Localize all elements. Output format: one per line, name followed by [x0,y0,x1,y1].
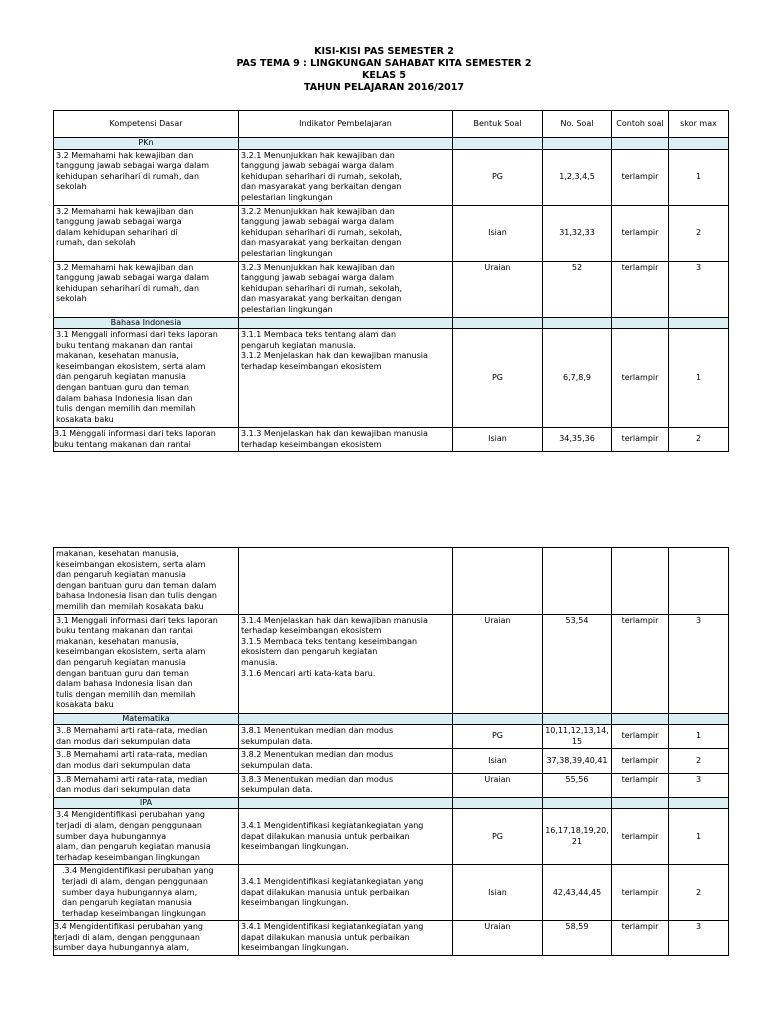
no-soal-cell: 34,35,36 [543,428,612,452]
skor-cell: 3 [669,921,729,956]
skor-cell: 2 [669,428,729,452]
skor-cell: 3 [669,773,729,797]
kd-cell: 3..8 Memahami arti rata-rata, median dan modus dari sekumpulan data [54,773,239,797]
no-soal-cell: 53,54 [543,614,612,713]
bentuk-cell: Isian [453,428,543,452]
table-row [54,725,729,749]
col-header-indikator: Indikator Pembelajaran [239,111,453,138]
no-soal-cell: 10,11,12,13,14, 15 [543,725,612,749]
contoh-cell: terlampir [612,773,669,797]
kd-cell: 3.2 Memahami hak kewajiban dan tanggung jawab sebagai warga dalam kehidupan seharihari di rumah, dan sekolah [54,149,239,205]
indicator-cell: 3.1.3 Menjelaskan hak dan kewajiban manusia terhadap keseimbangan ekosistem [239,428,453,452]
subject-row-bahasa-indonesia [54,317,729,329]
bentuk-cell: Uraian [453,773,543,797]
contoh-cell: terlampir [612,614,669,713]
subject-label: Matematika [54,713,239,725]
kd-cell: 3..8 Memahami arti rata-rata, median dan modus dari sekumpulan data [54,725,239,749]
contoh-cell: terlampir [612,329,669,428]
doc-title-line3: KELAS 5 [361,70,407,81]
no-soal-cell: 52 [543,261,612,317]
indicator-cell: 3.2.3 Menunjukkan hak kewajiban dan tanggung jawab sebagai warga dalam kehidupan seharihari di rumah, sekolah, dan masyarakat yang berkaitan dengan pelestarian lingkungan [239,261,453,317]
subject-row-matematika [54,713,729,725]
indicator-cell: 3.8.1 Menentukan median dan modus sekumpulan data. [239,725,453,749]
doc-title-line2: PAS TEMA 9 : LINGKUNGAN SAHABAT KITA SEMESTER 2 [236,58,532,69]
kd-cell: 3.1 Menggali informasi dari teks laporan buku tentang makanan dan rantai makanan, kesehatan manusia, keseimbangan ekosistem, serta alam dan pengaruh kegiatan manusia dengan bantuan guru dan teman dalam bahasa Indonesia lisan dan tulis dengan memilih dan memilah kosakata baku [54,329,239,428]
bentuk-cell: PG [453,329,543,428]
contoh-cell: terlampir [612,149,669,205]
col-header-skor: skor max [669,111,729,138]
skor-cell: 1 [669,809,729,865]
indicator-cell: 3.1.4 Menjelaskan hak dan kewajiban manusia terhadap keseimbangan ekosistem 3.1.5 Membaca teks tentang keseimbangan ekosistem dan pengaruh kegiatan manusia. 3.1.6 Mencari arti kata-kata baru. [239,614,453,713]
no-soal-cell: 58,59 [543,921,612,956]
skor-cell: 3 [669,614,729,713]
skor-cell: 1 [669,149,729,205]
bentuk-cell: Isian [453,865,543,921]
subject-label: PKn [54,138,239,150]
col-header-kompetensi: Kompetensi Dasar [54,111,239,138]
indicator-cell: 3.4.1 Mengidentifikasi kegiatankegiatan yang dapat dilakukan manusia untuk perbaikan keseimbangan lingkungan. [239,809,453,865]
table-row [54,773,729,797]
subject-row-ipa [54,797,729,809]
skor-cell: 2 [669,205,729,261]
indicator-cell: 3.2.1 Menunjukkan hak kewajiban dan tanggung jawab sebagai warga dalam kehidupan seharihari di rumah, sekolah, dan masyarakat yang berkaitan dengan pelestarian lingkungan [239,149,453,205]
kd-cell: .3.4 Mengidentifikasi perubahan yang terjadi di alam, dengan penggunaan sumber daya hubungannya alam, dan pengaruh kegiatan manusia terhadap keseimbangan lingkungan [54,865,239,921]
table-row [54,614,729,713]
kisi-table-page-1 [53,110,729,452]
subject-label: Bahasa Indonesia [54,317,239,329]
no-soal-cell: 55,56 [543,773,612,797]
no-soal-cell: 6,7,8,9 [543,329,612,428]
bentuk-cell: Isian [453,205,543,261]
bentuk-cell: Uraian [453,921,543,956]
indicator-cell: 3.1.1 Membaca teks tentang alam dan pengaruh kegiatan manusia. 3.1.2 Menjelaskan hak dan kewajiban manusia terhadap keseimbangan ekosistem [239,329,453,428]
table-row [54,749,729,773]
no-soal-cell: 31,32,33 [543,205,612,261]
contoh-cell: terlampir [612,428,669,452]
kd-cell: 3.1 Menggali informasi dari teks laporan buku tentang makanan dan rantai [54,428,239,452]
table-row [54,261,729,317]
skor-cell: 2 [669,865,729,921]
table-row [54,921,729,956]
contoh-cell: terlampir [612,205,669,261]
kd-cell: makanan, kesehatan manusia, keseimbangan ekosistem, serta alam dan pengaruh kegiatan manusia dengan bantuan guru dan teman dalam bahasa Indonesia lisan dan tulis dengan memilih dan memilah kosakata baku [54,548,239,615]
kd-cell: 3.2 Memahami hak kewajiban dan tanggung jawab sebagai warga dalam kehidupan seharihari di rumah, dan sekolah [54,261,239,317]
table-row [54,205,729,261]
skor-cell: 2 [669,749,729,773]
table-row [54,548,729,615]
bentuk-cell: PG [453,149,543,205]
contoh-cell: terlampir [612,921,669,956]
no-soal-cell: 1,2,3,4,5 [543,149,612,205]
skor-cell: 1 [669,725,729,749]
no-soal-cell: 16,17,18,19,20, 21 [543,809,612,865]
col-header-no-soal: No. Soal [543,111,612,138]
table-row [54,149,729,205]
table-row [54,428,729,452]
bentuk-cell: PG [453,725,543,749]
table-row [54,809,729,865]
skor-cell: 3 [669,261,729,317]
indicator-cell: 3.2.2 Menunjukkan hak kewajiban dan tanggung jawab sebagai warga dalam kehidupan seharihari di rumah, sekolah, dan masyarakat yang berkaitan dengan pelestarian lingkungan [239,205,453,261]
bentuk-cell: Uraian [453,261,543,317]
table-header-row [54,111,729,138]
subject-row-pkn [54,138,729,150]
kd-cell: 3..8 Memahami arti rata-rata, median dan modus dari sekumpulan data [54,749,239,773]
bentuk-cell: PG [453,809,543,865]
skor-cell: 1 [669,329,729,428]
contoh-cell: terlampir [612,749,669,773]
table-row [54,865,729,921]
table-row [54,329,729,428]
bentuk-cell: Uraian [453,614,543,713]
contoh-cell: terlampir [612,809,669,865]
contoh-cell: terlampir [612,261,669,317]
subject-label: IPA [54,797,239,809]
indicator-cell: 3.4.1 Mengidentifikasi kegiatankegiatan yang dapat dilakukan manusia untuk perbaikan keseimbangan lingkungan. [239,865,453,921]
contoh-cell: terlampir [612,725,669,749]
kisi-table-page-2 [53,547,729,956]
no-soal-cell: 37,38,39,40,41 [543,749,612,773]
indicator-cell: 3.4.1 Mengidentifikasi kegiatankegiatan yang dapat dilakukan manusia untuk perbaikan keseimbangan lingkungan. [239,921,453,956]
no-soal-cell: 42,43,44,45 [543,865,612,921]
contoh-cell: terlampir [612,865,669,921]
kd-cell: 3.4 Mengidentifikasi perubahan yang terjadi di alam, dengan penggunaan sumber daya hubungannya alam, [54,921,239,956]
doc-title-line4: TAHUN PELAJARAN 2016/2017 [303,82,465,93]
col-header-bentuk: Bentuk Soal [453,111,543,138]
indicator-cell: 3.8.2 Menentukan median dan modus sekumpulan data. [239,749,453,773]
col-header-contoh: Contoh soal [612,111,669,138]
kd-cell: 3.2 Memahami hak kewajiban dan tanggung jawab sebagai warga dalam kehidupan seharihari di rumah, dan sekolah [54,205,239,261]
kd-cell: 3.4 Mengidentifikasi perubahan yang terjadi di alam, dengan penggunaan sumber daya hubungannya alam, dan pengaruh kegiatan manusia terhadap keseimbangan lingkungan [54,809,239,865]
kd-cell: 3.1 Menggali informasi dari teks laporan buku tentang makanan dan rantai makanan, kesehatan manusia, keseimbangan ekosistem, serta alam dan pengaruh kegiatan manusia dengan bantuan guru dan teman dalam bahasa Indonesia lisan dan tulis dengan memilih dan memilah kosakata baku [54,614,239,713]
doc-title-line1: KISI-KISI PAS SEMESTER 2 [314,46,454,57]
bentuk-cell: Isian [453,749,543,773]
indicator-cell: 3.8.3 Menentukan median dan modus sekumpulan data. [239,773,453,797]
